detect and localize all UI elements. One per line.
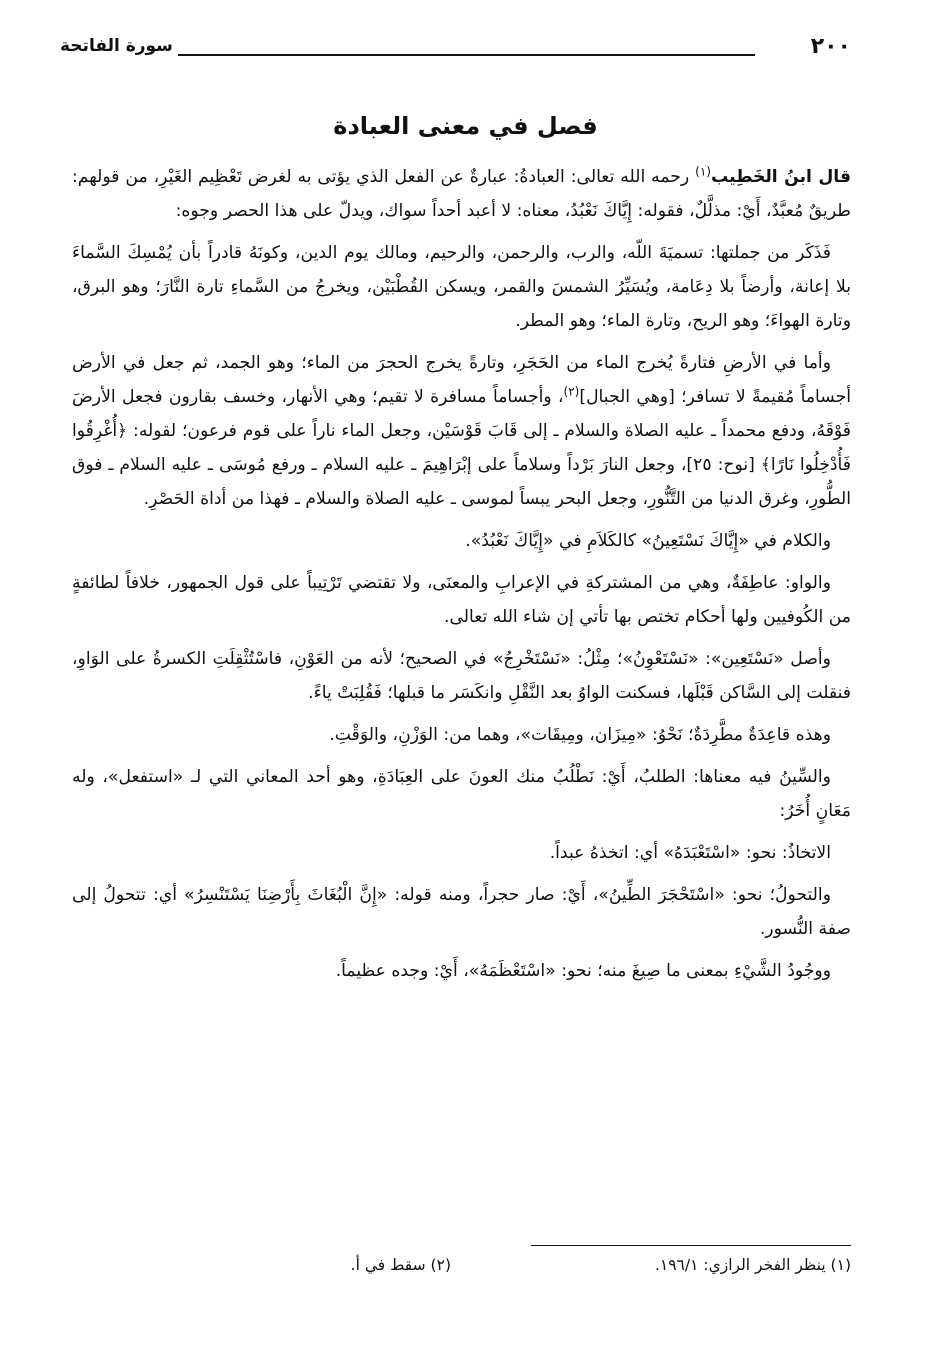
paragraph-text: وهذه قاعِدَةٌ مطَّرِدَةٌ؛ نَحْوُ: «مِيزَان، ومِيقَات»، وهما من: الوَزْنِ، والوَقْتِ. — [329, 725, 831, 745]
paragraph — [72, 524, 851, 558]
paragraph-text: والكلام في «إِيَّاكَ نَسْتَعِينُ» كالكَلاَمِ في «إِيَّاكَ نَعْبُدُ». — [465, 531, 831, 551]
paragraph-text: والسِّينُ فيه معناها: الطلبُ، أَيْ: نَطْلُبُ منك العونَ على العِبَادَةِ، وهو أحد المعاني التي لـ «استفعل»، وله مَعَانٍ أُخَرُ: — [72, 767, 851, 821]
paragraph — [72, 236, 851, 338]
paragraph — [72, 160, 851, 228]
paragraph — [72, 760, 851, 828]
chapter-title: فصل في معنى العبادة — [333, 112, 598, 140]
speaker-name: قال ابنُ الخَطِيب — [710, 167, 851, 187]
paragraph — [72, 836, 851, 870]
paragraph-text: ووجُودُ الشَّيْءِ بمعنى ما صِيغَ منه؛ نحو: «اسْتَعْظَمَهُ»، أَيْ: وجده عظيماً. — [335, 961, 831, 981]
paragraph — [72, 566, 851, 634]
paragraph — [72, 954, 851, 988]
footnote: (١) ينظر الفخر الرازي: ١٩٦/١. — [654, 1256, 851, 1274]
paragraph — [72, 346, 851, 516]
footnote-marker: (١) — [695, 164, 711, 179]
paragraph-text: والتحولُ؛ نحو: «اسْتَحْجَرَ الطِّينُ»، أَيْ: صار حجراً، ومنه قوله: «إِنَّ الْبُغَاثَ بِأَرْضِنَا يَسْتَنْسِرُ» أي: تتحولُ إلى صفة النُّسور. — [72, 885, 851, 939]
page-number: ٢٠٠ — [810, 34, 851, 59]
footnote: (٢) سقط في أ. — [350, 1256, 451, 1274]
paragraph-text: رحمه الله تعالى: العبادةُ: عبارةٌ عن الفعل الذي يؤتى به لغرض تَعْظِيم الغَيْرِ، من قولهم: طريقٌ مُعبَّدٌ، أَيْ: مذلَّلٌ، فقوله: إِيَّاكَ نَعْبُدُ، معناه: لا أعبد أحداً سواك، ويدلّ على هذا الحصر وجوه: — [72, 167, 851, 221]
running-title: سورة الفاتحة — [60, 36, 173, 56]
body-text — [72, 160, 851, 996]
paragraph-text: وأما في الأرضِ فتارةً يُخرج الماء من الحَجَرِ، وتارةً يخرج الحجرَ من الماء؛ وهو الجمد، ثم جعل في الأرض أجساماً مُقيمةً لا تسافر؛ [وهي الجبال] — [72, 353, 851, 407]
page-header — [60, 30, 851, 70]
paragraph-text: والواو: عاطِفَةٌ، وهي من المشتركةِ في الإعرابِ والمعنَى، ولا تقتضي تَرْتِيباً على قول الجمهور، خلافاً لطائفةٍ من الكُوفيين ولها أحكام تختص بها تأتي إن شاء الله تعالى. — [72, 573, 851, 627]
footnote-marker: (٢) — [563, 384, 580, 399]
paragraph — [72, 718, 851, 752]
paragraph-text: الاتخاذُ: نحو: «اسْتَعْبَدَهُ» أي: اتخذهُ عبداً. — [549, 843, 831, 863]
paragraph-text: وأصل «نَسْتَعِين»: «نَسْتَعْوِنُ»؛ مِثْلُ: «نَسْتَخْرِجُ» في الصحيح؛ لأنه من العَوْنِ، فاسْتُثْقِلَتِ الكسرةُ على الوَاوِ، فنقلت إلى السَّاكن قَبْلَها، فسكنت الواوُ بعد النَّقْلِ وانكَسَر ما قبلها؛ فَقُلِبَتْ ياءً. — [72, 649, 851, 703]
footnote-separator — [531, 1245, 851, 1246]
paragraph — [72, 642, 851, 710]
header-rule — [178, 54, 755, 56]
footnotes — [80, 1256, 851, 1286]
paragraph-text: ، وأجساماً مسافرة لا تقيم؛ وهي الأنهار، وخسف بقارون فجعل الأرضَ فَوْقَهُ، ودفع محمداً ـ عليه الصلاة والسلام ـ إلى قَابَ قَوْسَيْن، وجعل الماء ناراً على قوم فرعون؛ لقوله: ﴿أُغْرِقُوا فَأُدْخِلُوا نَارًا﴾ [نوح: ٢٥]، وجعل النارَ بَرْداً وسلاماً على إبْرَاهِيمَ ـ عليه السلام ـ ورفع مُوسَى ـ عليه السلام ـ فوق الطُّورِ، وغرق الدنيا من التَّنُّورِ، وجعل البحر يبساً لموسى ـ عليه الصلاة والسلام ـ فهذا من أداة الحَصْرِ. — [72, 387, 852, 509]
paragraph-text: فَذَكَر من جملتها: تسميَةَ اللّه، والرب، والرحمن، والرحيم، ومالك يوم الدين، وكونَهُ قادراً بأن يُمْسِكَ السَّماءَ بلا إعانة، وأرضاً بلا دِعَامة، ويُسَيِّرُ الشمسَ والقمر، ويسكن القُطْبَيْن، ويخرجُ من السَّماءِ تارة النَّارَ؛ وهو البرق، وتارة الهواءَ؛ وهو الريح، وتارة الماء؛ وهو المطر. — [72, 243, 851, 331]
paragraph — [72, 878, 851, 946]
